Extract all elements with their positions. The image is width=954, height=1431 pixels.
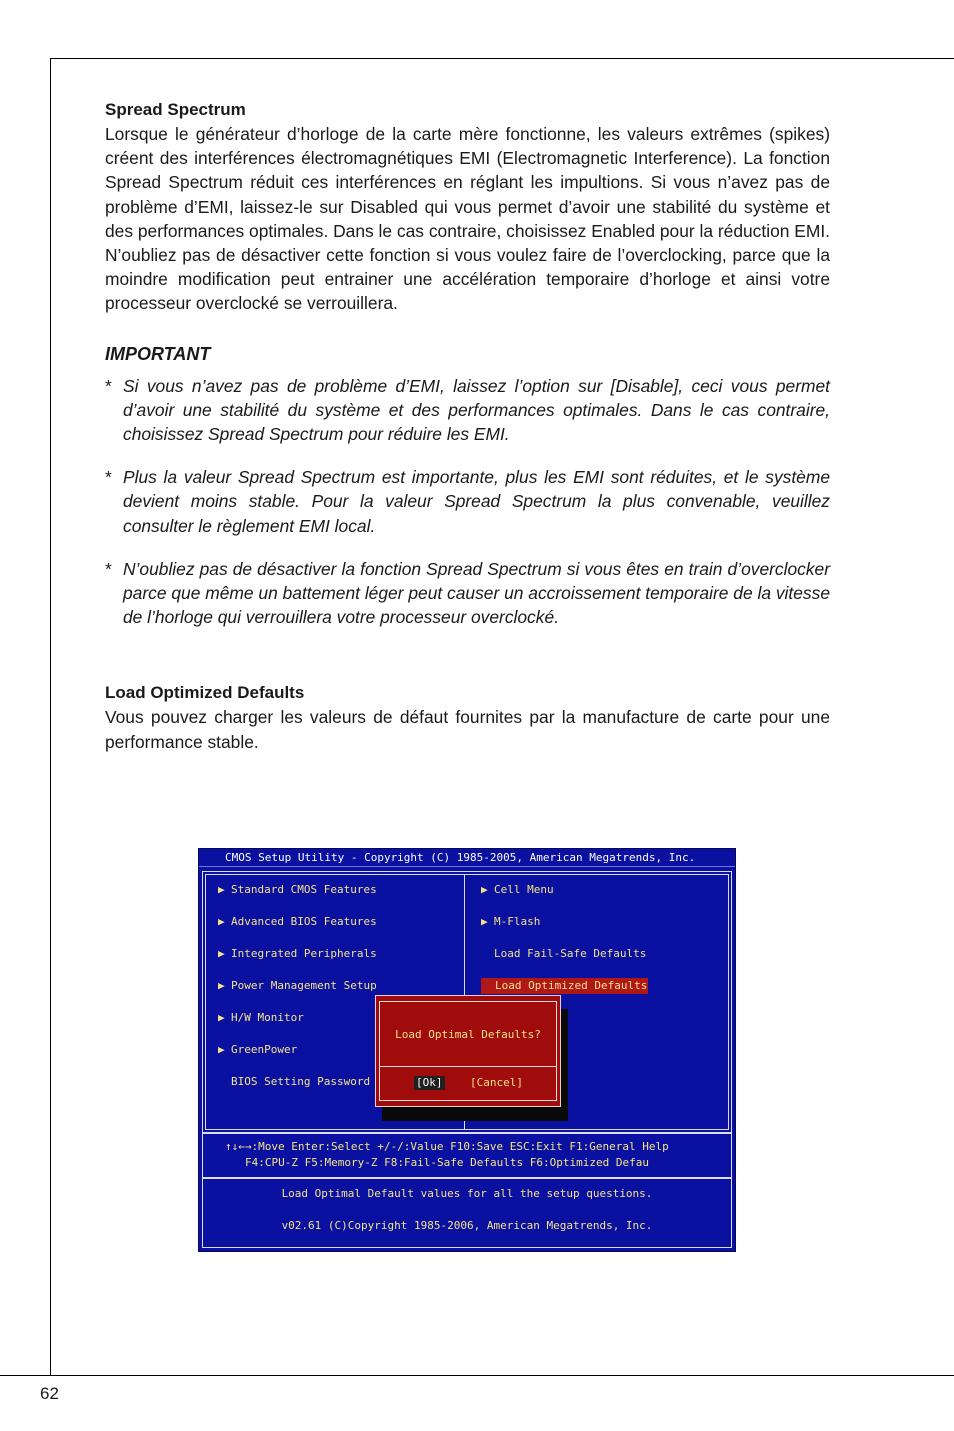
load-optimized-heading: Load Optimized Defaults	[105, 683, 305, 703]
bios-left-menu-item-label: Integrated Peripherals	[231, 947, 377, 960]
submenu-arrow-icon: ▶	[218, 947, 225, 960]
bios-left-menu-item[interactable]	[218, 914, 377, 930]
submenu-arrow-icon: ▶	[218, 1043, 225, 1056]
bios-right-menu-item-label: Cell Menu	[494, 883, 554, 896]
submenu-arrow-icon: ▶	[481, 915, 488, 928]
bios-left-menu-item[interactable]	[218, 1010, 304, 1026]
dialog-ok-button[interactable]: [Ok]	[416, 1076, 443, 1089]
submenu-arrow-icon: ▶	[218, 883, 225, 896]
bios-left-menu-item[interactable]	[218, 882, 377, 898]
bios-left-menu-item[interactable]	[218, 1074, 370, 1090]
spread-spectrum-heading: Spread Spectrum	[105, 100, 246, 119]
important-heading: IMPORTANT	[105, 343, 211, 364]
spread-spectrum-body: Lorsque le générateur d’horloge de la carte mère fonctionne, les valeurs extrêmes (spikes) créent des interférences électromagnétiques EMI (Electromagnetic Interference). La fonction Spread Spectrum réduit ces interférences en réglant les impultions. Si vous n’avez pas de problème d’EMI, laissez-le sur Disabled qui vous permet d’avoir une stabilité du système et des performances optimales. Dans le cas contraire, choisissez Enabled pour la réduction EMI. N’oubliez pas de désactiver cette fonction si vous voulez faire de l’overclocking, parce que la moindre modification peut entrainer une accélération temporaire d’horloge et ainsi votre processeur overclocké se verrouillera.	[105, 124, 830, 314]
bios-version-line: v02.61 (C)Copyright 1985-2006, American Megatrends, Inc.	[281, 1219, 653, 1232]
bios-left-menu-item-label: Advanced BIOS Features	[231, 915, 377, 928]
bios-left-menu-item[interactable]	[218, 946, 377, 962]
important-note	[105, 374, 830, 447]
note-text: N’oubliez pas de désactiver la fonction Spread Spectrum si vous êtes en train d’overclocker parce que même un battement léger peut causer un accroissement temporaire de la vitesse de l’horloge qui verrouillera votre processeur overclocké.	[123, 558, 830, 628]
submenu-arrow-icon: ▶	[218, 979, 225, 992]
bios-right-menu-item-label: Load Fail-Safe Defaults	[494, 947, 647, 960]
dialog-message: Load Optimal Defaults?	[395, 1028, 541, 1041]
dialog-frame	[379, 1001, 557, 1101]
bios-help-line-1: ↑↓←→:Move Enter:Select +/-/:Value F10:Save ESC:Exit F1:General Help	[225, 1140, 669, 1153]
bios-left-menu-item-label: Standard CMOS Features	[231, 883, 377, 896]
bios-help-line-2: F4:CPU-Z F5:Memory-Z F8:Fail-Safe Defaults F6:Optimized Defau	[245, 1156, 649, 1169]
important-note	[105, 557, 830, 630]
important-note	[105, 465, 830, 538]
note-text: Si vous n’avez pas de problème d’EMI, laissez l’option sur [Disable], ceci vous permet d’avoir une stabilité du système et des performances optimales. Dans le cas contraire, choisissez Spread Spectrum pour réduire les EMI.	[123, 375, 830, 445]
bios-left-menu-item[interactable]	[218, 1042, 297, 1058]
bios-right-menu-item[interactable]	[481, 946, 646, 962]
page-content	[105, 98, 830, 754]
note-bullet: *	[105, 558, 112, 579]
bios-right-menu-item[interactable]	[481, 978, 648, 994]
note-bullet: *	[105, 467, 112, 488]
note-text: Plus la valeur Spread Spectrum est importante, plus les EMI sont réduites, et le système devient moins stable. Pour la valeur Spread Spectrum la plus convenable, veuillez consulter le règlement EMI local.	[123, 467, 830, 536]
bios-screenshot	[198, 848, 736, 1252]
page-number: 62	[40, 1384, 59, 1403]
bios-right-menu-item-label: Load Optimized Defaults	[495, 979, 648, 992]
submenu-arrow-icon: ▶	[481, 883, 488, 896]
submenu-arrow-icon: ▶	[218, 1011, 225, 1024]
bios-title-bar: CMOS Setup Utility - Copyright (C) 1985-2005, American Megatrends, Inc.	[199, 849, 735, 867]
bios-left-menu-item[interactable]	[218, 978, 377, 994]
important-notes	[105, 374, 830, 630]
top-rule	[50, 58, 954, 59]
bottom-rule	[0, 1375, 954, 1376]
bios-left-menu-item-label: GreenPower	[231, 1043, 298, 1056]
bios-right-menu-item[interactable]	[481, 914, 540, 930]
bios-status-line: Load Optimal Default values for all the setup questions.	[281, 1187, 653, 1200]
note-bullet: *	[105, 375, 112, 396]
load-defaults-dialog	[375, 995, 561, 1107]
submenu-arrow-icon: ▶	[218, 915, 225, 928]
bios-left-menu-item-label: Power Management Setup	[231, 979, 377, 992]
bios-right-menu-item[interactable]	[481, 882, 554, 898]
dialog-cancel-button[interactable]: [Cancel]	[470, 1076, 523, 1089]
bios-left-menu-item-label: H/W Monitor	[231, 1011, 304, 1024]
left-rule	[50, 58, 51, 1376]
load-optimized-body: Vous pouvez charger les valeurs de défaut fournites par la manufacture de carte pour une performance stable.	[105, 707, 830, 752]
bios-left-menu-item-label: BIOS Setting Password	[231, 1075, 371, 1088]
bios-right-menu-item-label: M-Flash	[494, 915, 541, 928]
dialog-separator	[379, 1066, 557, 1067]
